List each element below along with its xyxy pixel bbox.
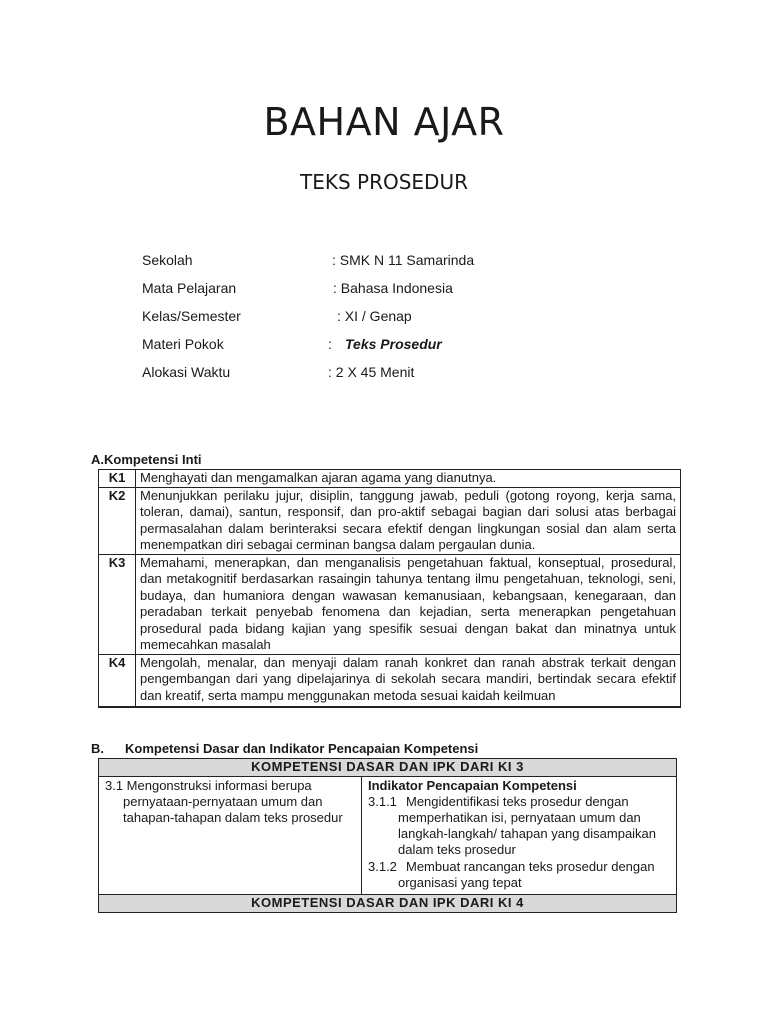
info-colon: : <box>328 336 332 352</box>
ki-text: Menghayati dan mengamalkan ajaran agama yang dianutnya. <box>136 470 681 488</box>
indicator-number: 3.1.1 <box>368 794 397 809</box>
ki-text: Mengolah, menalar, dan menyaji dalam ranah konkret dan ranah abstrak terkait dengan pengembangan dari yang dipelajarinya di sekolah secara mandiri, bertindak secara efektif dan kreatif, serta mampu menggunakan metoda sesuai kaidah keilmuan <box>136 654 681 707</box>
ki-text: Memahami, menerapkan, dan menganalisis pengetahuan faktual, konseptual, prosedural, dan metakognitif berdasarkan rasaingin tahunya tentang ilmu pengetahuan, teknologi, seni, budaya, dan humaniora dengan wawasan kemanusiaan, kebangsaan, kenegaraan, dan peradaban terkait penyebab fenomena dan kejadian, serta menerapkan pengetahuan prosedural pada bidang kajian yang spesifik sesuai dengan bakat dan minatnya untuk memecahkan masalah <box>136 554 681 654</box>
ki-code: K2 <box>99 487 136 554</box>
document-title: BAHAN AJAR <box>263 100 505 144</box>
table-row <box>99 777 677 895</box>
info-label: Alokasi Waktu <box>142 364 231 380</box>
kompetensi-dasar-table <box>98 758 677 913</box>
section-b-number: B. <box>91 741 104 756</box>
info-label: Materi Pokok <box>142 336 224 352</box>
info-row-materi-pokok <box>142 336 642 364</box>
table-row <box>99 470 681 488</box>
info-row-kelas-semester <box>142 308 642 336</box>
section-b-title: Kompetensi Dasar dan Indikator Pencapaian Kompetensi <box>125 741 479 756</box>
section-a-heading: A.Kompetensi Inti <box>91 452 202 467</box>
info-value: : Bahasa Indonesia <box>333 280 453 296</box>
ki4-header: KOMPETENSI DASAR DAN IPK DARI KI 4 <box>99 895 677 913</box>
info-value: : 2 X 45 Menit <box>328 364 415 380</box>
info-label: Sekolah <box>142 252 193 268</box>
info-value: : XI / Genap <box>337 308 412 324</box>
ki-text: Menunjukkan perilaku jujur, disiplin, tanggung jawab, peduli (gotong royong, kerja sama, toleran, damai), santun, responsif, dan pro-aktif sebagai bagian dari solusi atas berbagai permasalahan dalam berinteraksi secara efektif dengan lingkungan sosial dan alam serta menempatkan diri sebagai cerminan bangsa dalam pergaulan dunia. <box>136 487 681 554</box>
table-header-row <box>99 895 677 913</box>
info-row-alokasi-waktu <box>142 364 642 392</box>
info-label: Kelas/Semester <box>142 308 241 324</box>
section-b-heading <box>91 741 478 756</box>
indicator-item <box>368 794 670 858</box>
info-value: : SMK N 11 Samarinda <box>332 252 475 268</box>
table-row <box>99 487 681 554</box>
indicator-heading: Indikator Pencapaian Kompetensi <box>368 778 577 793</box>
table-row <box>99 654 681 707</box>
indicator-text: Mengidentifikasi teks prosedur dengan memperhatikan isi, pernyataan umum dan langkah-langkah/ tahapan yang disampaikan dalam teks prosedur <box>398 794 657 857</box>
kd-text: 3.1 Mengonstruksi informasi berupa pernyataan-pernyataan umum dan tahapan-tahapan dalam teks prosedur <box>105 778 343 825</box>
ki3-header: KOMPETENSI DASAR DAN IPK DARI KI 3 <box>99 759 677 777</box>
document-subtitle: TEKS PROSEDUR <box>300 170 468 194</box>
table-header-row <box>99 759 677 777</box>
kompetensi-inti-table <box>98 469 681 708</box>
info-value: Teks Prosedur <box>345 336 442 352</box>
ki-code: K4 <box>99 654 136 707</box>
indicator-text: Membuat rancangan teks prosedur dengan organisasi yang tepat <box>398 859 655 890</box>
indicator-number: 3.1.2 <box>368 859 397 874</box>
info-label: Mata Pelajaran <box>142 280 237 296</box>
table-row <box>99 554 681 654</box>
ki-code: K3 <box>99 554 136 654</box>
indicator-item <box>368 859 670 891</box>
identity-block <box>142 252 642 392</box>
ki-code: K1 <box>99 470 136 488</box>
kd-cell <box>99 777 362 895</box>
info-row-sekolah <box>142 252 642 280</box>
info-row-mata-pelajaran <box>142 280 642 308</box>
indicator-cell <box>362 777 677 895</box>
